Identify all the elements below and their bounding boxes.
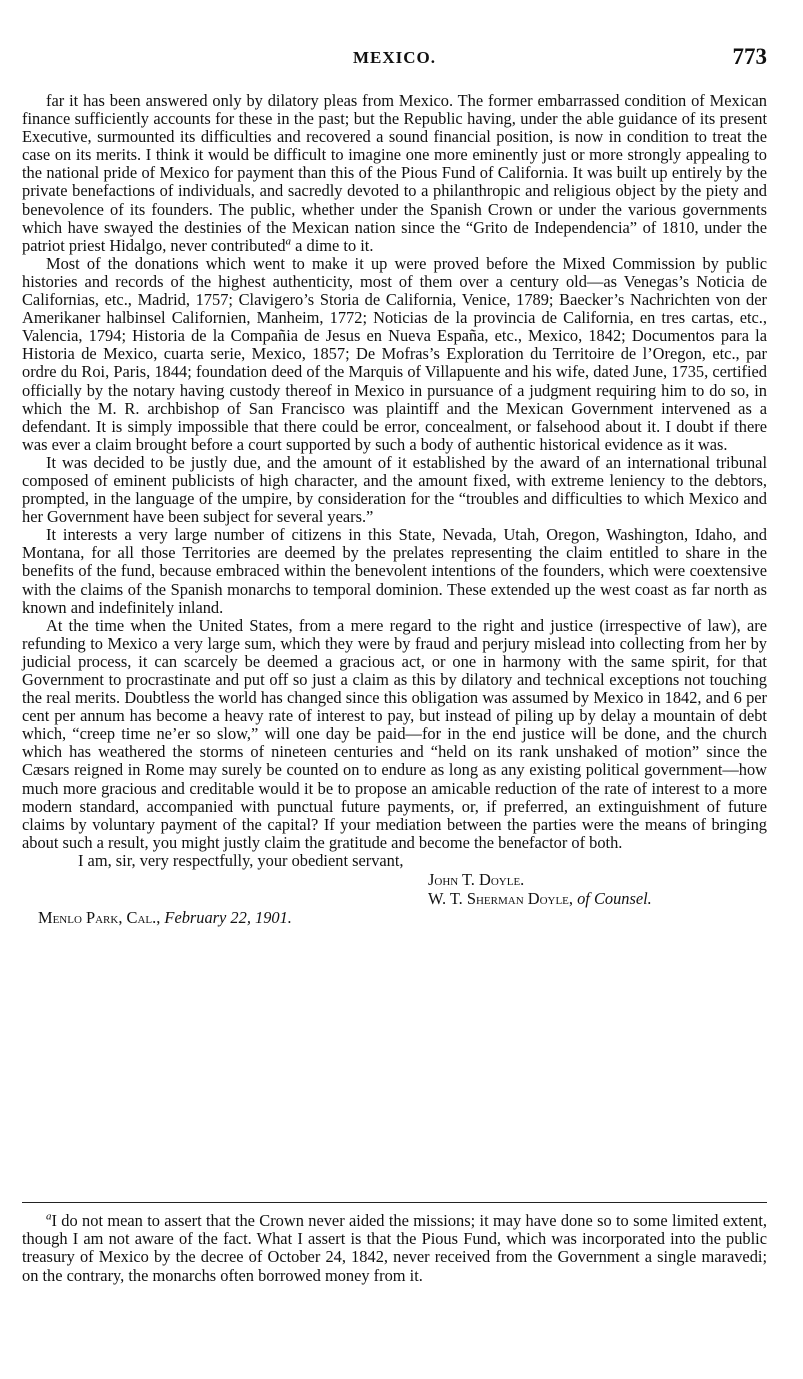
footnote-marker: a bbox=[46, 1210, 52, 1223]
signature-sherman-doyle bbox=[428, 889, 767, 908]
closing-line: I am, sir, very respectfully, your obedient servant, bbox=[78, 850, 404, 870]
paragraph-1-end: a dime to it. bbox=[291, 235, 374, 255]
footnote-text: I do not mean to assert that the Crown never aided the missions; it may have done so to some limited extent, though I am not aware of the fact. What I assert is that the Pious Fund, which was incorporated into the public treasury of Mexico by the decree of October 24, 1842, never received from the Government a single maravedi; on the contrary, the monarchs often borrowed money from it. bbox=[22, 1211, 767, 1285]
paragraph-citizens: It interests a very large number of citizens in this State, Nevada, Utah, Oregon, Washington, Idaho, and Montana, for all those Territories are deemed by the prelates representing the claim entitled to share in the benefits of the fund, because embraced within the benevolent intentions of the founders, which were coextensive with the claims of the Spanish monarchs to temporal dominion. These extended up the west coast as far north as known and indefinitely inland. bbox=[22, 525, 767, 617]
signer-role: of Counsel. bbox=[573, 889, 652, 909]
body-text bbox=[22, 92, 767, 927]
page-header bbox=[22, 44, 767, 74]
paragraph-donations: Most of the donations which went to make it up were proved before the Mixed Commission by public histories and records of the highest authenticity, most of them over a century old—as Venegas’s Noticia de Californias, etc., Madrid, 1757; Clavigero’s Storia de California, Venice, 1789; Baecker’s Nachrichten von der Amerikaner halbinsel Californien, Manheim, 1772; Noticias de la provincia de California, en tres cartas, etc., Valencia, 1794; Historia de la Compañia de Jesus en Nueva España, etc., Mexico, 1842; Documentos para la Historia de Mexico, cuarta serie, Mexico, 1857; De Mofras’s Exploration du Territoire de l’Oregon, etc., par ordre du Roi, Paris, 1844; foundation deed of the Marquis of Villapuente and his wife, dated June, 1735, certified officially by the notary having custody thereof in Mexico in pursuance of a judgment requiring him to do so, in which the M. R. archbishop of San Francisco was plaintiff and the Mexican Government intervened as a defendant. It is simply impossible that there could be error, concealment, or falsehood about it. I doubt if there was ever a claim brought before a court supported by such a body of authentic historical evidence as it was. bbox=[22, 253, 767, 454]
page-number: 773 bbox=[732, 44, 767, 69]
place: Menlo Park, Cal., bbox=[38, 908, 161, 928]
place-date-line bbox=[38, 908, 767, 927]
signature-doyle: John T. Doyle. bbox=[428, 870, 525, 890]
paragraph-continuation bbox=[22, 92, 767, 255]
footnote-divider bbox=[22, 1202, 767, 1203]
footnote-paragraph bbox=[22, 1212, 767, 1285]
paragraph-award: It was decided to be justly due, and the amount of it established by the award of an international tribunal composed of eminent publicists of high character, and the amount fixed, with extreme leniency to the debtors, prompted, in the language of the umpire, by consideration for the “troubles and difficulties to which Mexico and her Government have been subject for several years.” bbox=[22, 452, 767, 527]
footnote bbox=[22, 1212, 767, 1285]
running-head: MEXICO. bbox=[352, 48, 437, 67]
signer-name: W. T. Sherman Doyle, bbox=[428, 889, 573, 909]
date: February 22, 1901. bbox=[160, 908, 292, 928]
paragraph-refund: At the time when the United States, from a mere regard to the right and justice (irrespective of law), are refunding to Mexico a very large sum, which they were by fraud and perjury mislead into collecting from her by judicial process, it can scarcely be deemed a gracious act, or one in harmony with the same spirit, for that Government to procrastinate and put off so just a claim as this by dilatory and technical exceptions not touching the real merits. Doubtless the world has changed since this obligation was assumed by Mexico in 1842, and 6 per cent per annum has become a heavy rate of interest to pay, but instead of piling up by delay a mountain of debt which, “creep time ne’er so slow,” will one day be paid—for in the end justice will be done, and the church which has weathered the storms of nineteen centuries and “held on its rank unshaked of motion” since the Cæsars reigned in Rome may surely be counted on to endure as long as any existing political government—how much more gracious and creditable would it be to propose an amicable reduction of the rate of interest to a more modern standard, accompanied with punctual future payments, or, if preferred, an extinguishment of future claims by voluntary payment of the capital? If your mediation between the parties were the means of bringing about such a result, you might justly claim the gratitude and become the benefactor of both. bbox=[22, 615, 767, 852]
paragraph-1-text: far it has been answered only by dilatory pleas from Mexico. The former embarrassed condition of Mexican finance sufficiently accounts for these in the past; but the Republic having, under the able guidance of its present Executive, surmounted its difficulties and recovered a sound financial position, is now in condition to treat the case on its merits. I think it would be difficult to imagine one more eminently just or more strongly appealing to the national pride of Mexico for payment than this of the Pious Fund of California. It was built up entirely by the private benefactions of individuals, and sacredly devoted to a philanthropic and religious object by the piety and benevolence of its founders. The public, whether under the Spanish Crown or under the various governments which have swayed the destinies of the Mexican nation since the “Grito de Independencia” of 1810, under the patriot priest Hidalgo, never contributed bbox=[22, 91, 767, 255]
footnote-reference: a bbox=[285, 235, 292, 248]
